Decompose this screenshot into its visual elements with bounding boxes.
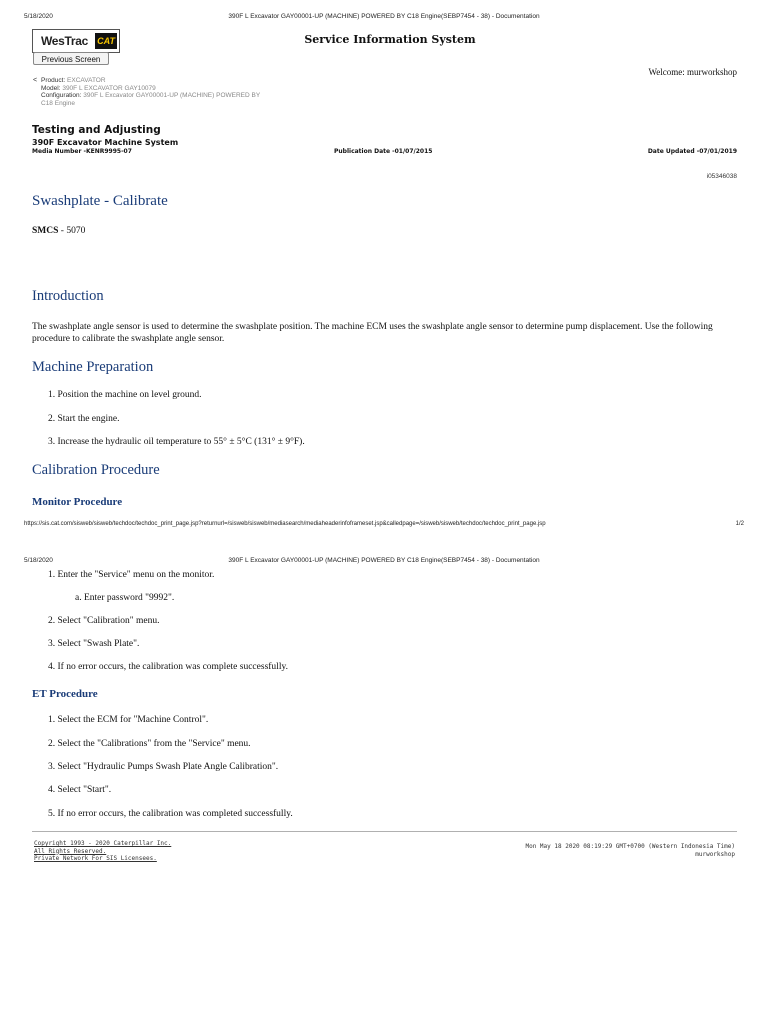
cat-logo-icon: CAT: [95, 33, 117, 49]
print-date: 5/18/2020: [24, 557, 53, 564]
product-label: Product:: [41, 77, 66, 84]
list-item: 4. Select "Start".: [48, 785, 112, 795]
rights-link[interactable]: All Rights Reserved.: [34, 847, 107, 855]
page-number: 1/2: [735, 521, 744, 527]
list-item: 3. Increase the hydraulic oil temperature to 55° ± 5°C (131° ± 9°F).: [48, 437, 305, 447]
list-item: 2. Select "Calibration" menu.: [48, 616, 160, 626]
print-title: 390F L Excavator GAY00001-UP (MACHINE) POWERED BY C18 Engine(SEBP7454 - 38) - Documentation: [228, 13, 540, 20]
machine-preparation-heading: Machine Preparation: [32, 359, 154, 375]
sis-title: Service Information System: [304, 33, 476, 46]
westrac-logo-text: WesTrac: [41, 34, 89, 48]
calibration-procedure-heading: Calibration Procedure: [32, 462, 160, 478]
smcs-value: - 5070: [58, 226, 86, 236]
doc-system: 390F Excavator Machine System: [32, 138, 179, 147]
model-value: 390F L EXCAVATOR GAY10079: [62, 84, 156, 92]
doc-id: i05346038: [706, 173, 737, 180]
smcs-label: SMCS: [32, 226, 59, 236]
introduction-heading: Introduction: [32, 288, 104, 304]
et-procedure-heading: ET Procedure: [32, 688, 98, 700]
welcome-text: Welcome: murworkshop: [648, 67, 737, 77]
list-item: 1. Enter the "Service" menu on the monitor.: [48, 570, 215, 580]
list-item: 2. Start the engine.: [48, 414, 120, 424]
list-item: 1. Position the machine on level ground.: [48, 390, 202, 400]
collapse-arrow-icon[interactable]: <: [33, 77, 38, 84]
configuration-value-cont: C18 Engine: [41, 99, 75, 107]
print-header-page1: [0, 11, 768, 23]
print-url: https://sis.cat.com/sisweb/sisweb/techdoc/techdoc_print_page.jsp?returnurl=/sisweb/sisweb/mediasearch/mediaheaderinfoframeset.jsp&calledpage=/sisweb/sisweb/techdoc/techdoc_print_page.jsp: [24, 521, 546, 527]
print-header-page2: [0, 555, 768, 567]
product-info: [33, 77, 260, 107]
product-value: EXCAVATOR: [67, 77, 106, 84]
smcs-code: [32, 226, 85, 236]
publication-date: Publication Date -01/07/2015: [334, 148, 433, 155]
network-link[interactable]: Private Network For SIS Licensees.: [34, 855, 157, 862]
copyright-links: [34, 840, 171, 863]
list-item: 1. Select the ECM for "Machine Control".: [48, 715, 209, 725]
configuration-label: Configuration:: [41, 92, 82, 100]
media-number: Media Number -KENR9995-07: [32, 148, 132, 155]
list-item: 3. Select "Hydraulic Pumps Swash Plate Angle Calibration".: [48, 762, 279, 772]
doc-category: Testing and Adjusting: [32, 124, 161, 136]
list-item: 3. Select "Swash Plate".: [48, 639, 140, 649]
list-item: 2. Select the "Calibrations" from the "Service" menu.: [48, 739, 251, 749]
previous-screen-button[interactable]: Previous Screen: [33, 52, 109, 65]
list-item: a. Enter password "9992".: [75, 593, 175, 603]
user-name: murworkshop: [695, 851, 735, 858]
print-title: 390F L Excavator GAY00001-UP (MACHINE) POWERED BY C18 Engine(SEBP7454 - 38) - Documentation: [228, 557, 540, 564]
page-title: Swashplate - Calibrate: [32, 193, 168, 209]
model-label: Model:: [41, 84, 61, 92]
list-item: 5. If no error occurs, the calibration was completed successfully.: [48, 809, 293, 819]
copyright-link[interactable]: Copyright 1993 - 2020 Caterpillar Inc.: [34, 840, 172, 847]
footer-divider: [32, 831, 737, 832]
list-item: 4. If no error occurs, the calibration was complete successfully.: [48, 662, 288, 672]
configuration-value: 390F L Excavator GAY00001-UP (MACHINE) POWERED BY: [83, 92, 261, 100]
monitor-procedure-heading: Monitor Procedure: [32, 496, 123, 508]
print-footer-page1: [0, 519, 768, 531]
session-stamp: [525, 843, 735, 859]
introduction-text: The swashplate angle sensor is used to determine the swashplate position. The machine ECM uses the swashplate angle sensor to determine pump displacement. Use the following procedure to calibrate the swashplate angle sensor.: [32, 322, 713, 344]
timestamp: Mon May 18 2020 08:19:29 GMT+0700 (Western Indonesia Time): [525, 843, 735, 850]
print-date: 5/18/2020: [24, 13, 53, 20]
date-updated: Date Updated -07/01/2019: [647, 148, 737, 155]
